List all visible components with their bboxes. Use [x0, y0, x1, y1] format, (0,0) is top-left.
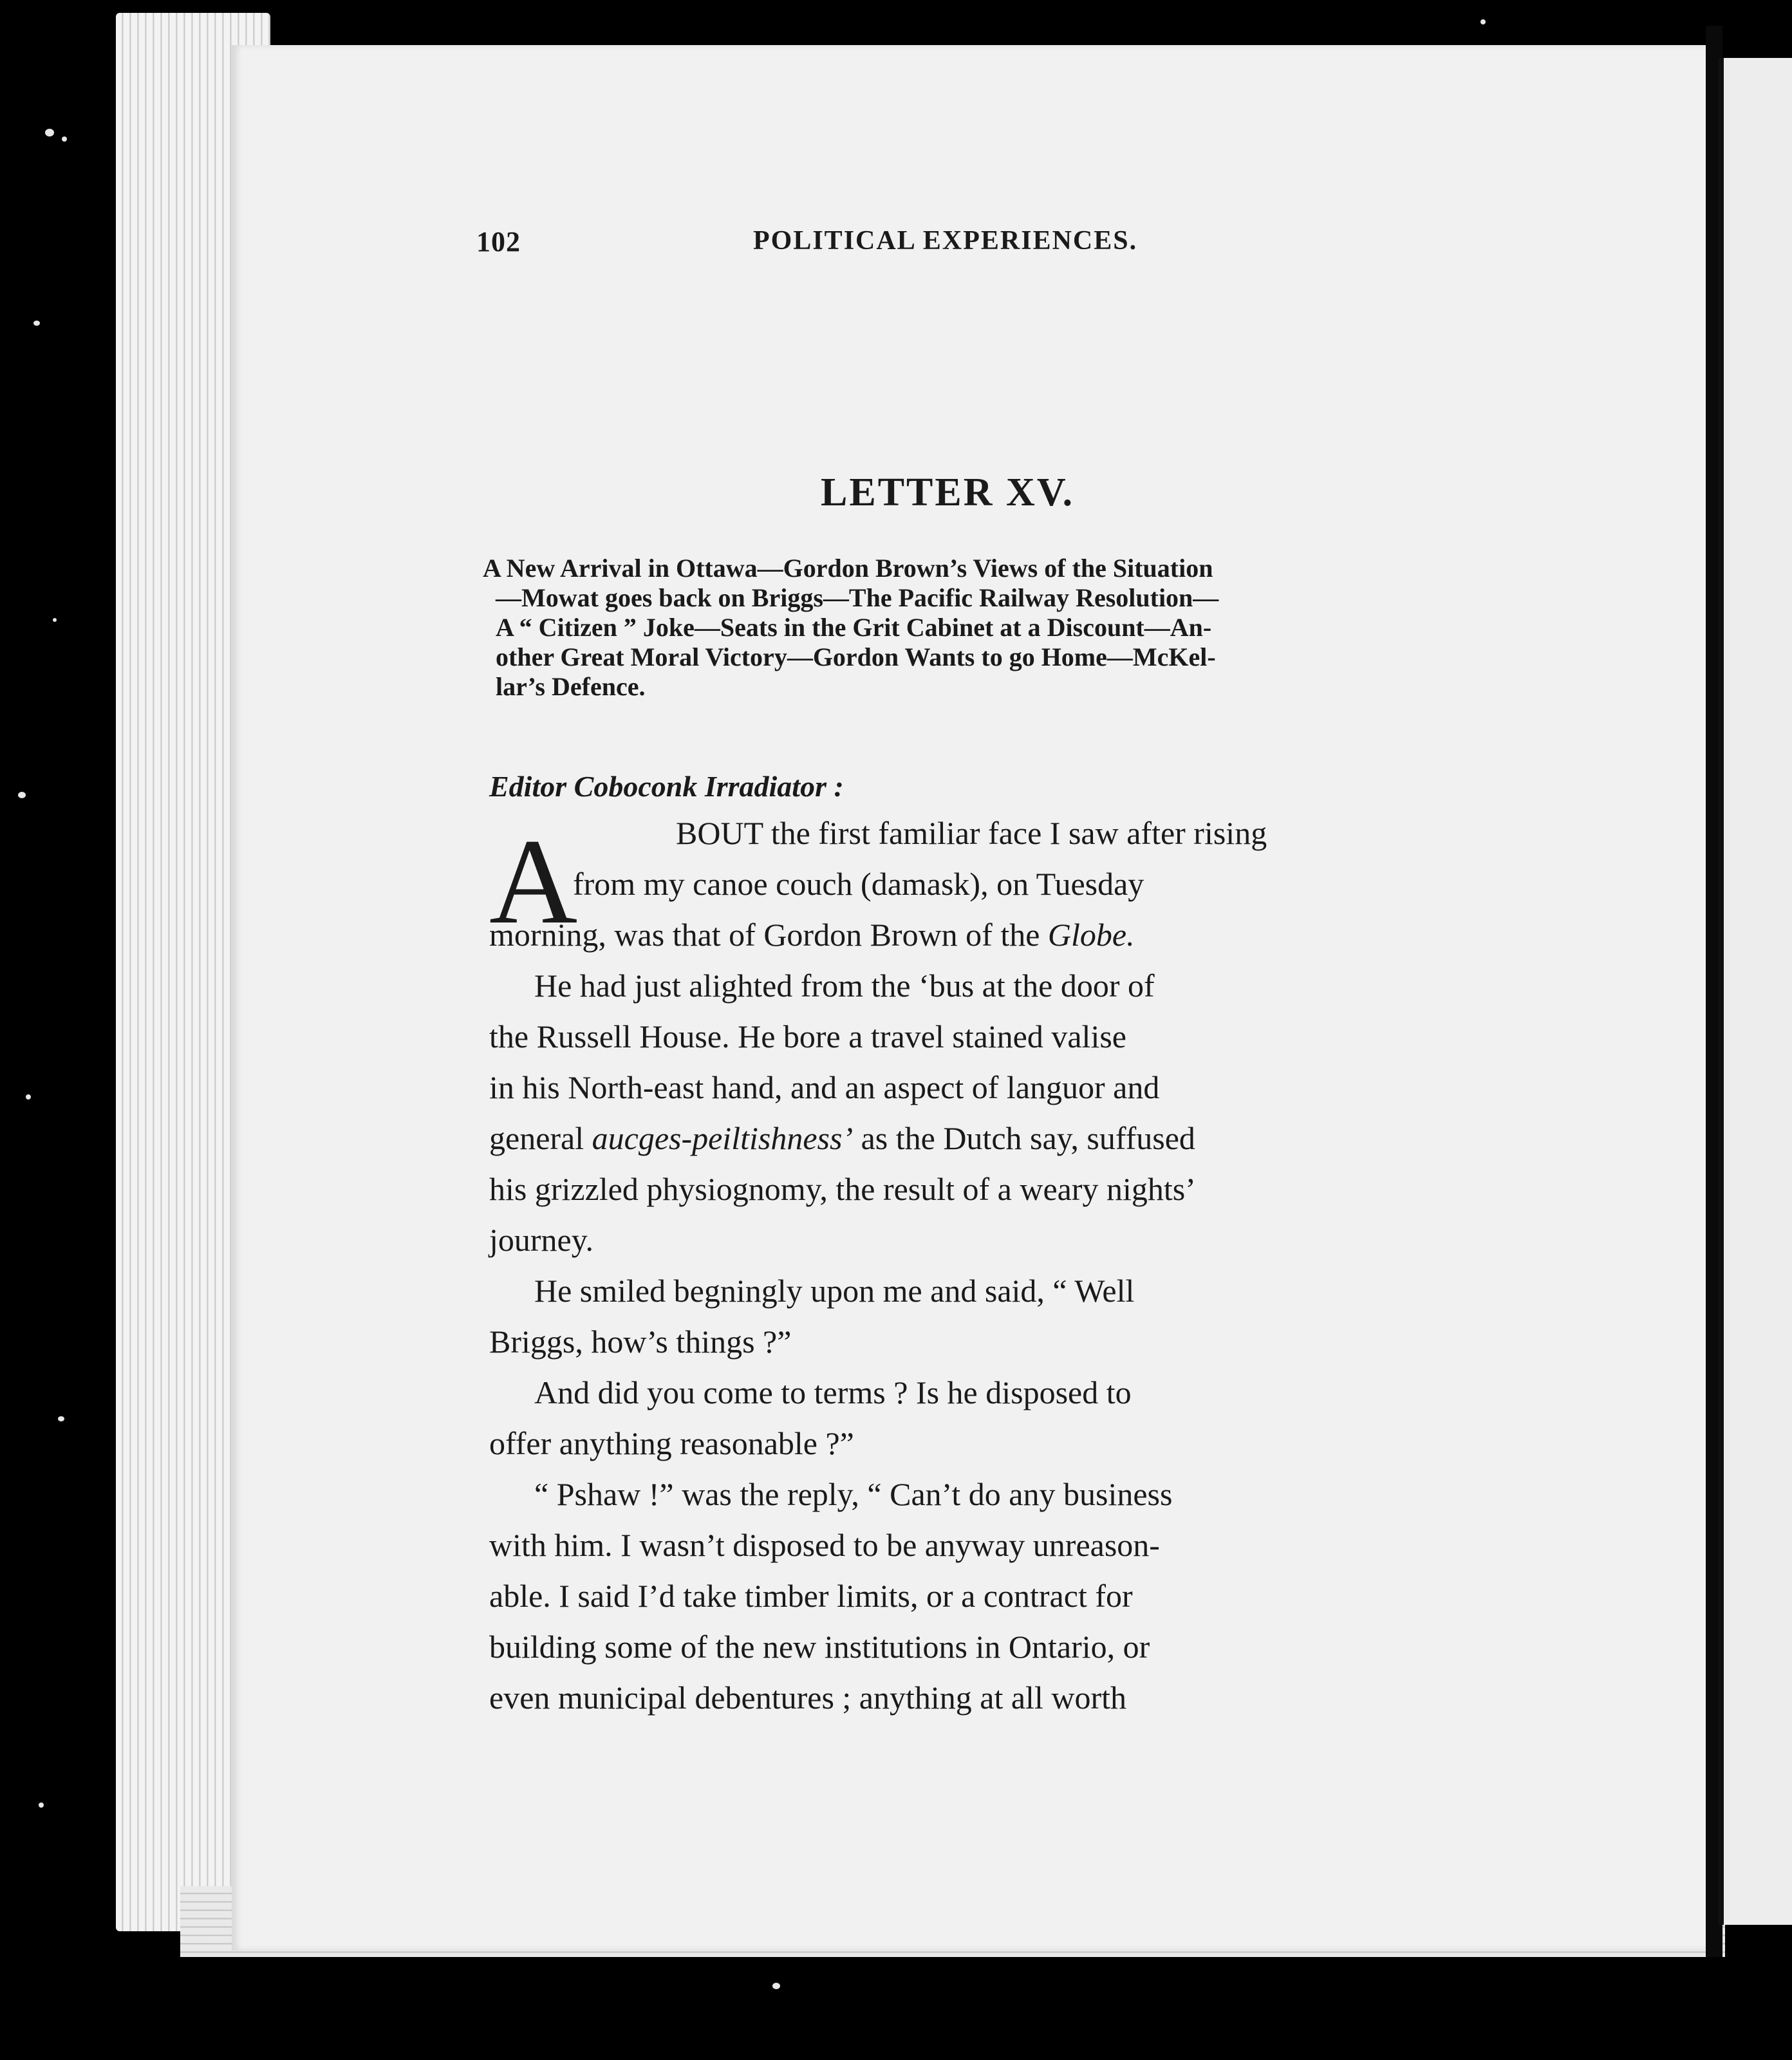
text-run: And did you come to terms ? Is he disposed to	[534, 1374, 1132, 1410]
text-line	[489, 910, 1461, 960]
page-number: 102	[476, 226, 521, 258]
italic-text: aucges-peiltishness’	[592, 1120, 854, 1156]
text-line	[489, 1367, 1461, 1418]
letter-summary	[483, 554, 1448, 702]
text-run: with him. I wasn’t disposed to be anyway unreason-	[489, 1527, 1160, 1563]
text-line	[489, 1062, 1461, 1113]
salutation: Editor Coboconk Irradiator :	[489, 770, 844, 803]
text-line	[489, 1316, 1461, 1367]
text-line	[489, 1520, 1461, 1571]
text-line	[489, 1571, 1461, 1622]
summary-line: A “ Citizen ” Joke—Seats in the Grit Cabinet at a Discount—An-	[496, 613, 1212, 642]
text-run: journey.	[489, 1222, 593, 1258]
facing-page-edge	[1719, 58, 1792, 1925]
text-run: able. I said I’d take timber limits, or a contract for	[489, 1578, 1133, 1614]
body-text	[489, 808, 1461, 1723]
text-run: He smiled begningly upon me and said, “ Well	[534, 1273, 1135, 1309]
text-line	[489, 960, 1461, 1011]
text-run: as the Dutch say, suffused	[853, 1120, 1195, 1156]
text-run: morning, was that of Gordon Brown of the	[489, 917, 1048, 953]
text-run: He had just alighted from the ‘bus at the door of	[534, 968, 1155, 1004]
text-run: Briggs, how’s things ?”	[489, 1324, 792, 1360]
text-run: BOUT the first familiar face I saw after rising	[676, 815, 1267, 851]
running-head: POLITICAL EXPERIENCES.	[753, 226, 1138, 256]
text-run: his grizzled physiognomy, the result of a weary nights’	[489, 1171, 1196, 1207]
summary-line: A New Arrival in Ottawa—Gordon Brown’s Views of the Situation	[483, 554, 1213, 583]
drop-cap: A	[489, 814, 578, 950]
italic-text: Globe.	[1047, 917, 1135, 953]
text-run: the Russell House. He bore a travel stained valise	[489, 1018, 1126, 1054]
text-line	[489, 1011, 1461, 1062]
summary-line: lar’s Defence.	[496, 672, 646, 701]
letter-title: LETTER XV.	[821, 471, 1075, 514]
text-run: from my canoe couch (damask), on Tuesday	[573, 866, 1144, 902]
summary-line: other Great Moral Victory—Gordon Wants to go Home—McKel-	[496, 642, 1216, 671]
text-run: “ Pshaw !” was the reply, “ Can’t do any business	[534, 1476, 1173, 1512]
text-line	[489, 1113, 1461, 1164]
text-line	[489, 1164, 1461, 1215]
text-line	[489, 1418, 1461, 1469]
summary-line: —Mowat goes back on Briggs—The Pacific Railway Resolution—	[496, 583, 1219, 612]
text-line	[489, 1215, 1461, 1266]
text-run: in his North-east hand, and an aspect of languor and	[489, 1069, 1160, 1105]
text-line	[489, 859, 1461, 910]
text-run: even municipal debentures ; anything at all worth	[489, 1680, 1126, 1716]
text-run: general	[489, 1120, 592, 1156]
text-line	[489, 1622, 1461, 1672]
text-run: building some of the new institutions in Ontario, or	[489, 1629, 1150, 1665]
text-run: offer anything reasonable ?”	[489, 1425, 854, 1461]
text-line	[489, 1469, 1461, 1520]
text-line	[489, 808, 1461, 859]
text-line	[489, 1672, 1461, 1723]
text-line	[489, 1266, 1461, 1316]
